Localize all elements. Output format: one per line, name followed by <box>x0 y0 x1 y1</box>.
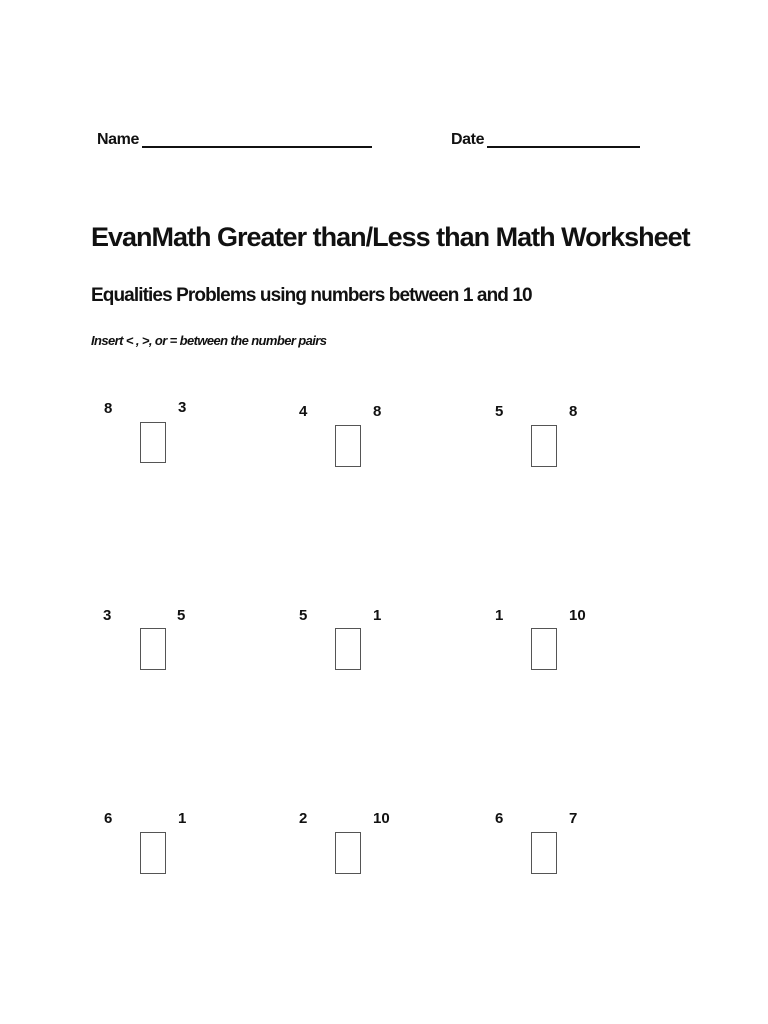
problem-1 <box>104 400 214 480</box>
problem-5-left-number: 5 <box>299 607 308 624</box>
problem-7-left-number: 6 <box>104 810 113 827</box>
problem-8 <box>299 810 409 890</box>
problem-7-answer-box[interactable] <box>140 832 166 874</box>
worksheet-subtitle: Equalities Problems using numbers between 1 and 10 <box>91 285 532 306</box>
problem-3-left-number: 5 <box>495 403 504 420</box>
problem-9-right-number: 7 <box>569 810 578 827</box>
problem-5-right-number: 1 <box>373 607 382 624</box>
problem-2-left-number: 4 <box>299 403 308 420</box>
name-line[interactable] <box>142 126 372 148</box>
problem-6-right-number: 10 <box>569 607 586 624</box>
problem-1-answer-box[interactable] <box>140 422 166 463</box>
problem-8-right-number: 10 <box>373 810 390 827</box>
name-field <box>97 126 372 152</box>
header-row <box>97 126 657 156</box>
problem-8-answer-box[interactable] <box>335 832 361 874</box>
problem-1-left-number: 8 <box>104 400 113 417</box>
problem-1-right-number: 3 <box>178 399 187 416</box>
problem-5 <box>299 607 409 687</box>
problem-6 <box>495 607 605 687</box>
problem-9-answer-box[interactable] <box>531 832 557 874</box>
problem-2-answer-box[interactable] <box>335 425 361 467</box>
problem-3 <box>495 403 605 483</box>
problem-9 <box>495 810 605 890</box>
date-field <box>451 126 640 152</box>
worksheet-title: EvanMath Greater than/Less than Math Worksheet <box>91 222 690 252</box>
problem-8-left-number: 2 <box>299 810 308 827</box>
instructions: Insert < , >, or = between the number pairs <box>91 333 327 348</box>
problem-9-left-number: 6 <box>495 810 504 827</box>
date-line[interactable] <box>487 126 640 148</box>
problem-2 <box>299 403 409 483</box>
date-label: Date <box>451 131 485 148</box>
problem-3-answer-box[interactable] <box>531 425 557 467</box>
problem-5-answer-box[interactable] <box>335 628 361 670</box>
problem-3-right-number: 8 <box>569 403 578 420</box>
problem-6-answer-box[interactable] <box>531 628 557 670</box>
problem-4 <box>103 607 213 687</box>
problem-4-left-number: 3 <box>103 607 112 624</box>
problem-2-right-number: 8 <box>373 403 382 420</box>
name-label: Name <box>97 131 139 148</box>
problem-4-answer-box[interactable] <box>140 628 166 670</box>
problem-7-right-number: 1 <box>178 810 187 827</box>
problem-4-right-number: 5 <box>177 607 186 624</box>
problem-7 <box>104 810 214 890</box>
problem-6-left-number: 1 <box>495 607 504 624</box>
